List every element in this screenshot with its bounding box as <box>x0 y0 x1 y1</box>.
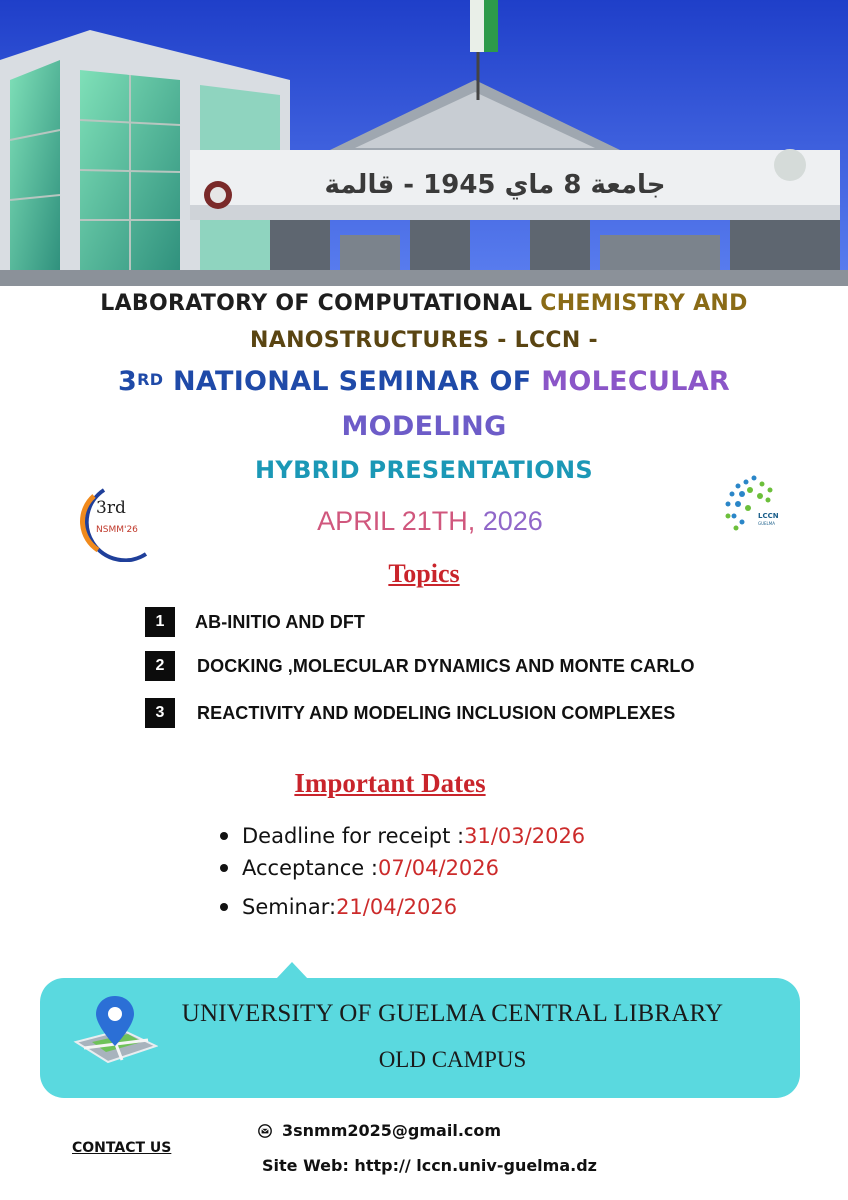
date-value: 21/04/2026 <box>336 895 458 919</box>
date-item <box>220 895 457 919</box>
seminar-ordinal: 3 <box>117 366 138 397</box>
topic-label: REACTIVITY AND MODELING INCLUSION COMPLEXES <box>197 702 676 723</box>
lab-title-line2: NANOSTRUCTURES - LCCN - <box>250 328 598 353</box>
lccn-logo-subtext: GUELMA <box>758 521 775 526</box>
email-link[interactable]: 3snmm2025@gmail.com <box>282 1121 502 1140</box>
location-line2: OLD CAMPUS <box>378 1047 527 1072</box>
seminar-date-year: 2026 <box>482 506 543 536</box>
lab-title-line1 <box>0 290 848 318</box>
lab-title-part-a: LABORATORY OF COMPUTATIONAL <box>100 291 541 316</box>
map-pin-icon <box>72 990 158 1070</box>
email-row <box>258 1121 501 1140</box>
date-label: Deadline for receipt : <box>242 824 465 848</box>
nsmm-logo <box>76 482 166 562</box>
important-dates-heading: Important Dates <box>294 768 486 798</box>
seminar-title-part-a: NATIONAL SEMINAR OF <box>163 366 542 397</box>
topic-label: AB-INITIO AND DFT <box>195 611 366 632</box>
topic-number: 1 <box>145 607 175 637</box>
nsmm-logo-text: 3rd <box>96 498 126 518</box>
bullet-icon <box>220 832 228 840</box>
bullet-icon <box>220 864 228 872</box>
university-building-photo <box>0 0 848 286</box>
date-value: 07/04/2026 <box>377 856 500 880</box>
date-item <box>220 824 585 848</box>
lccn-logo-text: LCCN <box>758 512 779 520</box>
location-box-pointer <box>276 962 308 979</box>
website-link[interactable]: Site Web: http:// lccn.univ-guelma.dz <box>262 1156 597 1175</box>
lccn-logo <box>720 472 790 542</box>
topic-item <box>145 607 365 637</box>
seminar-title-line2: MODELING <box>341 411 507 442</box>
seminar-title-line1 <box>0 365 848 399</box>
date-label: Acceptance : <box>242 856 378 880</box>
seminar-title-part-b: MOLECULAR <box>541 366 730 397</box>
location-line1: UNIVERSITY OF GUELMA CENTRAL LIBRARY <box>181 1000 724 1027</box>
date-item <box>220 856 499 880</box>
topic-item <box>145 698 675 728</box>
hybrid-presentations-title: HYBRID PRESENTATIONS <box>255 456 593 484</box>
date-value: 31/03/2026 <box>464 824 586 848</box>
svg-text:جامعة 8 ماي 1945 - قالمة: جامعة 8 ماي 1945 - قالمة <box>324 170 666 200</box>
contact-us-label: CONTACT US <box>72 1140 172 1156</box>
date-label: Seminar: <box>242 895 337 919</box>
seminar-date-day: APRIL 21TH, <box>317 506 483 536</box>
mail-icon <box>258 1124 272 1138</box>
lab-title-part-b: CHEMISTRY AND <box>540 291 748 316</box>
nsmm-logo-year: NSMM'26 <box>96 525 138 535</box>
topic-item <box>145 651 695 681</box>
seminar-date <box>250 504 610 538</box>
topics-heading: Topics <box>388 559 460 588</box>
topic-number: 3 <box>145 698 175 728</box>
topic-number: 2 <box>145 651 175 681</box>
topic-label: DOCKING ,MOLECULAR DYNAMICS AND MONTE CARLO <box>197 655 695 676</box>
seminar-ordinal-suffix: RD <box>137 370 164 389</box>
bullet-icon <box>220 903 228 911</box>
